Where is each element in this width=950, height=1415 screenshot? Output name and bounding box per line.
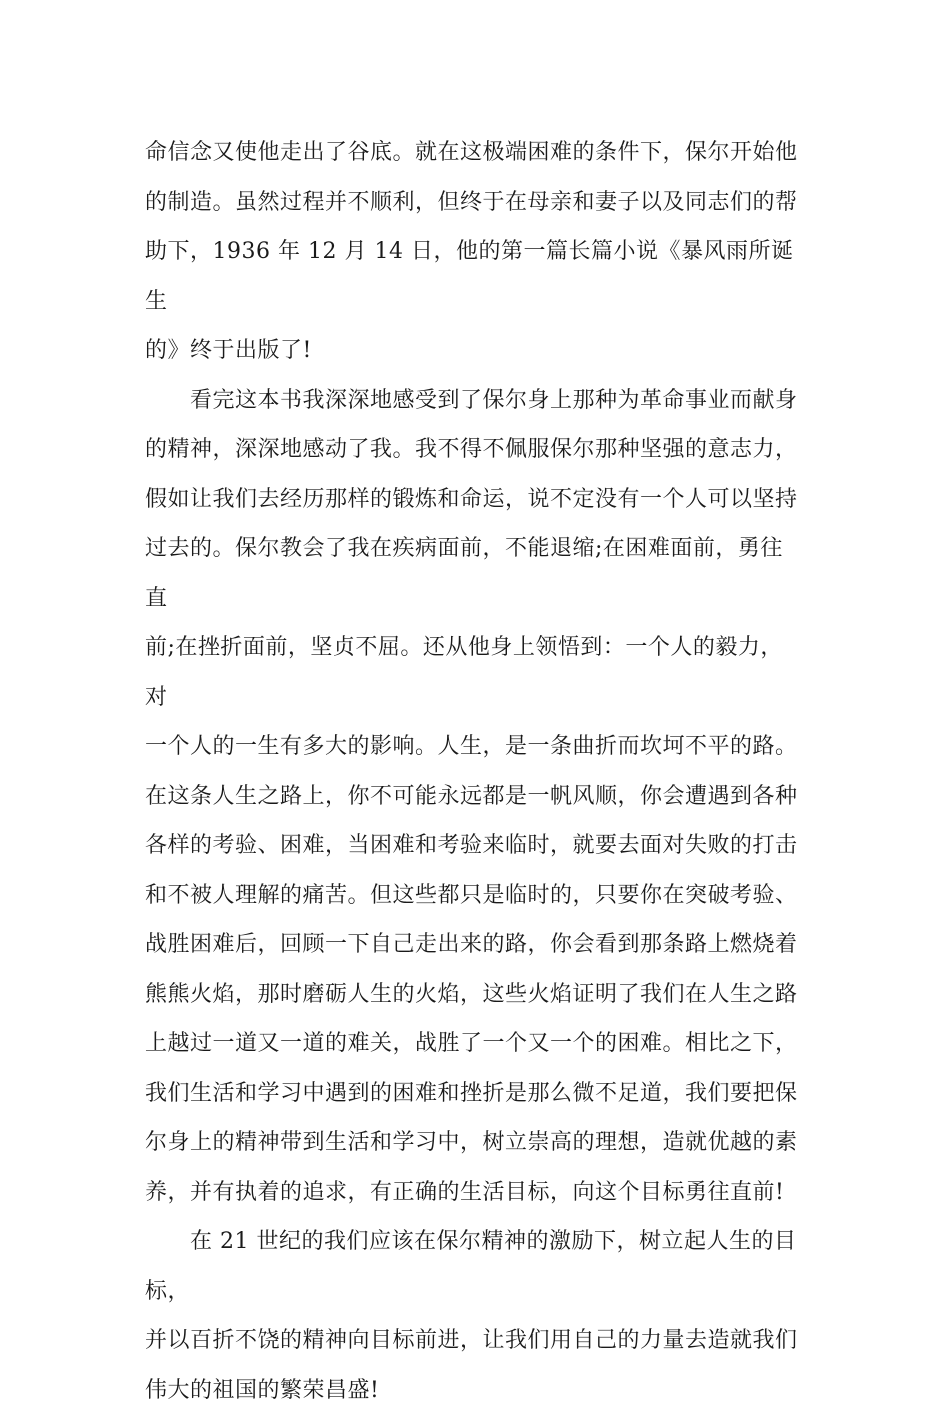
paragraph-2: 看完这本书我深深地感受到了保尔身上那种为革命事业而献身 的精神，深深地感动了我。我不得不佩服保尔那种坚强的意志力， 假如让我们去经历那样的锻炼和命运，说不定没有一个人可以坚持 过去的。保尔教会了我在疾病面前，不能退缩;在困难面前，勇往直 前;在挫折面前，坚贞不屈。还从他身上领悟到：一个人的毅力，对 一个人的一生有多大的影响。人生，是一条曲折而坎坷不平的路。 在这条人生之路上，你不可能永远都是一帆风顺，你会遭遇到各种 各样的考验、困难，当困难和考验来临时，就要去面对失败的打击 和不被人理解的痛苦。但这些都只是临时的，只要你在突破考验、 战胜困难后，回顾一下自己走出来的路，你会看到那条路上燃烧着 熊熊火焰，那时磨砺人生的火焰，这些火焰证明了我们在人生之路 上越过一道又一道的难关，战胜了一个又一个的困难。相比之下， 我们生活和学习中遇到的困难和挫折是那么微不足道，我们要把保 尔身上的精神带到生活和学习中，树立崇高的理想，造就优越的素 养，并有执着的追求，有正确的生活目标，向这个目标勇往直前! — [145, 387, 798, 1205]
paragraph-1: 命信念又使他走出了谷底。就在这极端困难的条件下，保尔开始他 的制造。虽然过程并不顺利，但终于在母亲和妻子以及同志们的帮 助下，1936 年 12 月 14 日，他的第一篇长篇小说《暴风雨所诞生 的》终于出版了! — [145, 140, 798, 363]
paragraph-3: 在 21 世纪的我们应该在保尔精神的激励下，树立起人生的目标， 并以百折不饶的精神向目标前进，让我们用自己的力量去造就我们 伟大的祖国的繁荣昌盛! — [145, 1229, 798, 1403]
document-body — [145, 128, 805, 1415]
